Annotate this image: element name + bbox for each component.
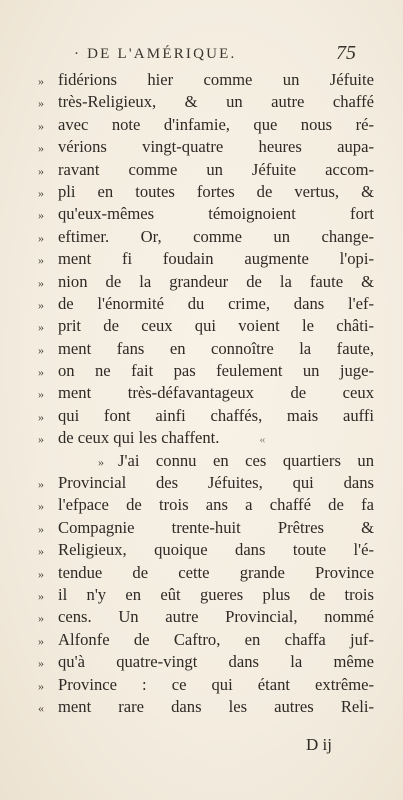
text-line bbox=[38, 629, 374, 651]
text-line bbox=[38, 69, 374, 91]
line-text: cens. Un autre Provincial, nommé bbox=[58, 607, 374, 627]
text-line bbox=[38, 315, 374, 337]
quotation-mark: » bbox=[98, 454, 104, 469]
line-text: qu'à quatre-vingt dans la même bbox=[58, 652, 374, 672]
line-text: Religieux, quoique dans toute l'é- bbox=[58, 540, 374, 560]
quotation-mark: » bbox=[38, 656, 44, 671]
text-line bbox=[38, 338, 374, 360]
line-text: Alfonfe de Caftro, en chaffa juf- bbox=[58, 629, 374, 649]
text-line bbox=[38, 136, 374, 158]
quotation-mark: » bbox=[38, 163, 44, 178]
quotation-mark: » bbox=[38, 253, 44, 268]
text-line bbox=[38, 562, 374, 584]
text-line bbox=[38, 696, 374, 718]
quotation-mark: » bbox=[38, 320, 44, 335]
line-text: ment fi foudain augmente l'opi- bbox=[58, 249, 374, 269]
text-line bbox=[38, 181, 374, 203]
line-text: prit de ceux qui voient le châti- bbox=[58, 316, 374, 336]
text-line bbox=[38, 226, 374, 248]
quotation-mark: » bbox=[38, 499, 44, 514]
line-text: vérions vingt-quatre heures aupa- bbox=[58, 137, 374, 157]
text-line bbox=[38, 271, 374, 293]
text-line bbox=[38, 450, 374, 472]
quotation-mark: » bbox=[38, 297, 44, 312]
quotation-mark: » bbox=[38, 96, 44, 111]
text-line bbox=[38, 606, 374, 628]
text-line bbox=[38, 382, 374, 404]
closing-quotation-mark: « bbox=[259, 432, 266, 447]
line-text: J'ai connu en ces quartiers un bbox=[118, 450, 374, 470]
quotation-mark: » bbox=[38, 566, 44, 581]
line-text: qui font ainfi chaffés, mais auffi bbox=[58, 405, 374, 425]
quotation-mark: » bbox=[38, 588, 44, 603]
quotation-mark: » bbox=[38, 387, 44, 402]
line-text: ment fans en connoître la faute, bbox=[58, 338, 374, 358]
line-text: de l'énormité du crime, dans l'ef- bbox=[58, 293, 374, 313]
text-line bbox=[38, 427, 374, 449]
line-text: pli en toutes fortes de vertus, & bbox=[58, 181, 374, 201]
line-text: ravant comme un Jéfuite accom- bbox=[58, 159, 374, 179]
text-line bbox=[38, 293, 374, 315]
text-line bbox=[38, 405, 374, 427]
line-text: qu'eux-mêmes témoignoient fort bbox=[58, 204, 374, 224]
text-line bbox=[38, 674, 374, 696]
quotation-mark: » bbox=[38, 633, 44, 648]
line-text: il n'y en eût gueres plus de trois bbox=[58, 584, 374, 604]
line-text: très-Religieux, & un autre chaffé bbox=[58, 92, 374, 112]
quotation-mark: » bbox=[38, 74, 44, 88]
text-line bbox=[38, 584, 374, 606]
line-text: ment rare dans les autres Reli- bbox=[58, 696, 374, 716]
line-text: eftimer. Or, comme un change- bbox=[58, 226, 374, 246]
quotation-mark: » bbox=[38, 544, 44, 559]
line-text: fidérions hier comme un Jéfuite bbox=[58, 70, 374, 89]
line-text: ment très-défavantageux de ceux bbox=[58, 383, 374, 403]
quotation-mark: » bbox=[38, 365, 44, 380]
line-text: tendue de cette grande Province bbox=[58, 562, 374, 582]
quotation-mark: » bbox=[38, 611, 44, 626]
text-line bbox=[38, 539, 374, 561]
quotation-mark: » bbox=[38, 118, 44, 133]
quotation-mark: « bbox=[38, 700, 44, 715]
line-text: Provincial des Jéfuites, qui dans bbox=[58, 473, 374, 493]
quotation-mark: » bbox=[38, 477, 44, 492]
line-text: on ne fait pas feulement un juge- bbox=[58, 361, 374, 381]
text-line bbox=[38, 91, 374, 113]
quotation-mark: » bbox=[38, 141, 44, 156]
quotation-mark: » bbox=[38, 185, 44, 200]
text-line bbox=[38, 517, 374, 539]
text-line bbox=[38, 114, 374, 136]
line-text: nion de la grandeur de la faute & bbox=[58, 271, 374, 291]
quotation-mark: » bbox=[38, 275, 44, 290]
quotation-mark: » bbox=[38, 208, 44, 223]
running-title: · DE L'AMÉRIQUE. bbox=[74, 46, 237, 62]
text-line bbox=[38, 651, 374, 673]
signature-mark: D ij bbox=[306, 735, 332, 754]
text-line bbox=[38, 159, 374, 181]
line-text: Compagnie trente-huit Prêtres & bbox=[58, 517, 374, 537]
line-text: avec note d'infamie, que nous ré- bbox=[58, 114, 374, 134]
text-line bbox=[38, 360, 374, 382]
quotation-mark: » bbox=[38, 409, 44, 424]
text-line bbox=[38, 203, 374, 225]
quotation-mark: » bbox=[38, 678, 44, 693]
body-text bbox=[38, 69, 374, 718]
line-text: de ceux qui les chaffent. bbox=[58, 428, 220, 448]
quotation-mark: » bbox=[38, 432, 44, 447]
text-line bbox=[38, 472, 374, 494]
text-line bbox=[38, 248, 374, 270]
line-text: l'efpace de trois ans a chaffé de fa bbox=[58, 495, 374, 515]
page-number: 75 bbox=[336, 42, 356, 64]
line-text: Province : ce qui étant extrême- bbox=[58, 674, 374, 694]
text-line bbox=[38, 494, 374, 516]
quotation-mark: » bbox=[38, 521, 44, 536]
quotation-mark: » bbox=[38, 230, 44, 245]
quotation-mark: » bbox=[38, 342, 44, 357]
